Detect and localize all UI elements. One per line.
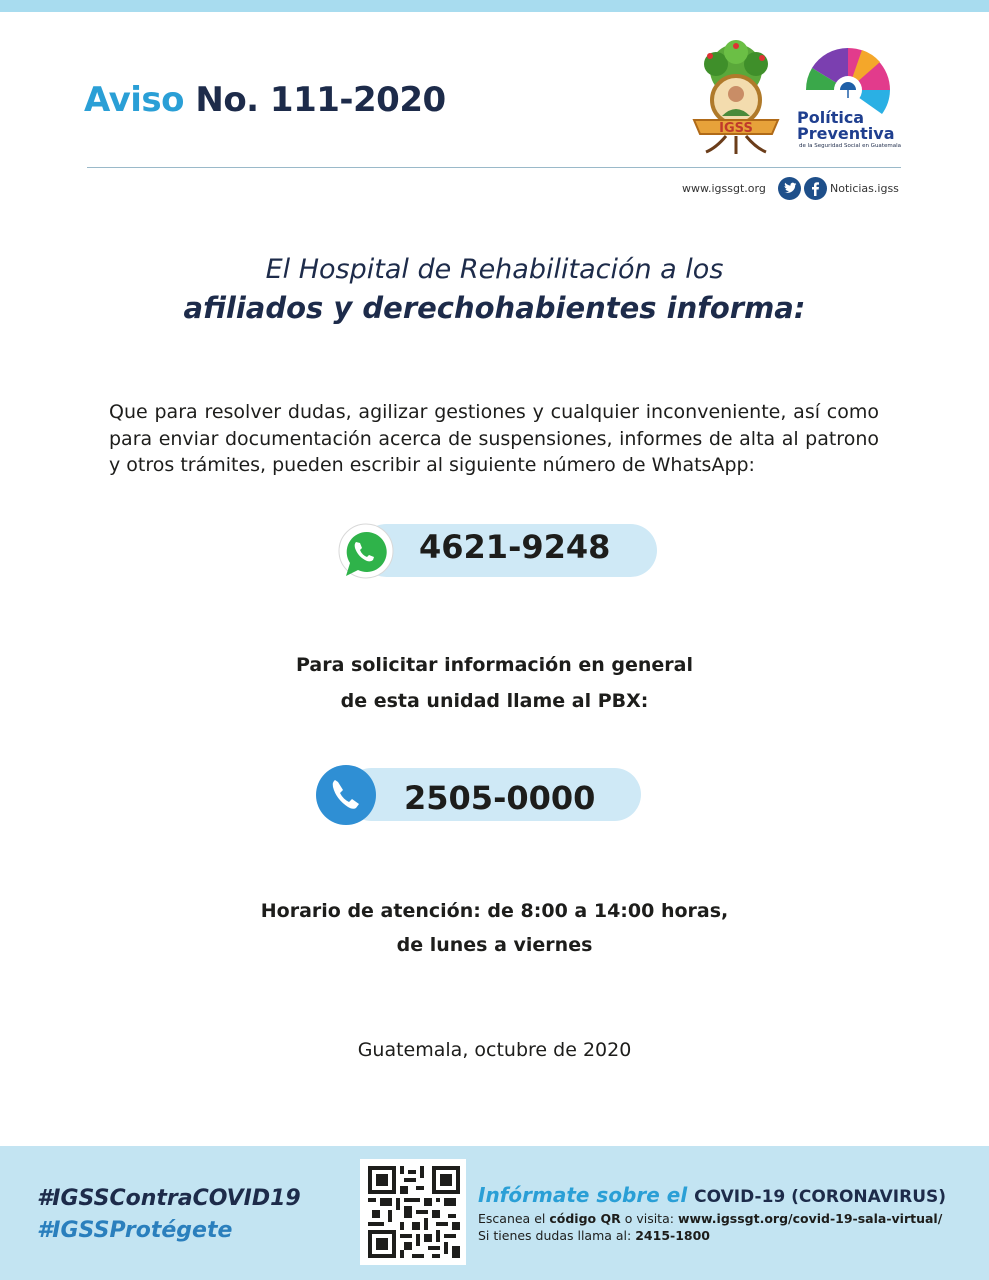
dudas-line [478,1228,710,1243]
scan-prefix: Escanea el [478,1211,546,1226]
igss-logo-text: IGSS [719,121,753,136]
scan-instructions [478,1211,942,1226]
horario-line2: de lunes a viernes [396,934,593,956]
horario-atencion [0,894,989,962]
covid-sala-virtual-link[interactable]: www.igssgt.org/covid-19-sala-virtual/ [677,1211,943,1226]
pbx-line1: Para solicitar información en general [295,654,694,676]
scan-mid: o visita: [624,1211,674,1226]
info-title [478,1183,946,1207]
igss-logo [686,38,786,158]
pbx-instructions [0,647,989,719]
hashtag-contra-covid: #IGSSContraCOVID19 [37,1186,301,1211]
info-title-covid: COVID-19 (CORONAVIRUS) [694,1187,947,1207]
pp-line2: Preventiva [797,124,895,143]
pp-line1: Política [797,108,865,127]
page-title [84,80,446,120]
headline-line1: El Hospital de Rehabilitación a los [265,254,724,285]
website-link[interactable]: www.igssgt.org [682,182,766,195]
scan-bold: código QR [549,1211,621,1226]
twitter-icon[interactable] [778,177,801,200]
headline-line2: afiliados y derechohabientes informa: [183,291,806,325]
info-title-text: Infórmate sobre el [478,1183,688,1207]
pbx-line2: de esta unidad llame al PBX: [340,690,649,712]
horario-line1: Horario de atención: de 8:00 a 14:00 horas, [260,900,729,922]
dudas-prefix: Si tienes dudas llama al: [478,1228,632,1243]
dudas-number[interactable]: 2415-1800 [635,1228,711,1243]
phone-icon [315,764,377,826]
qr-code[interactable] [368,1166,460,1258]
facebook-icon[interactable] [804,177,827,200]
top-accent-bar [0,0,989,12]
pp-subtitle: de la Seguridad Social en Guatemala [799,143,901,149]
whatsapp-icon [332,520,396,584]
politica-preventiva-wordmark [797,110,895,142]
header-divider [87,167,901,168]
pbx-number[interactable]: 2505-0000 [404,779,596,817]
social-handle[interactable]: Noticias.igss [830,182,899,195]
aviso-word: Aviso [84,80,185,120]
hashtag-protegete: #IGSSProtégete [37,1218,233,1243]
aviso-number: No. 111-2020 [195,80,446,120]
body-paragraph: Que para resolver dudas, agilizar gestiones y cualquier inconveniente, así como para enviar documentación acerca de suspensiones, informes de alta al patrono y otros trámites, pueden escribir al siguiente número de WhatsApp: [109,401,879,476]
whatsapp-number[interactable]: 4621-9248 [419,528,611,566]
city-date: Guatemala, octubre de 2020 [357,1039,632,1061]
